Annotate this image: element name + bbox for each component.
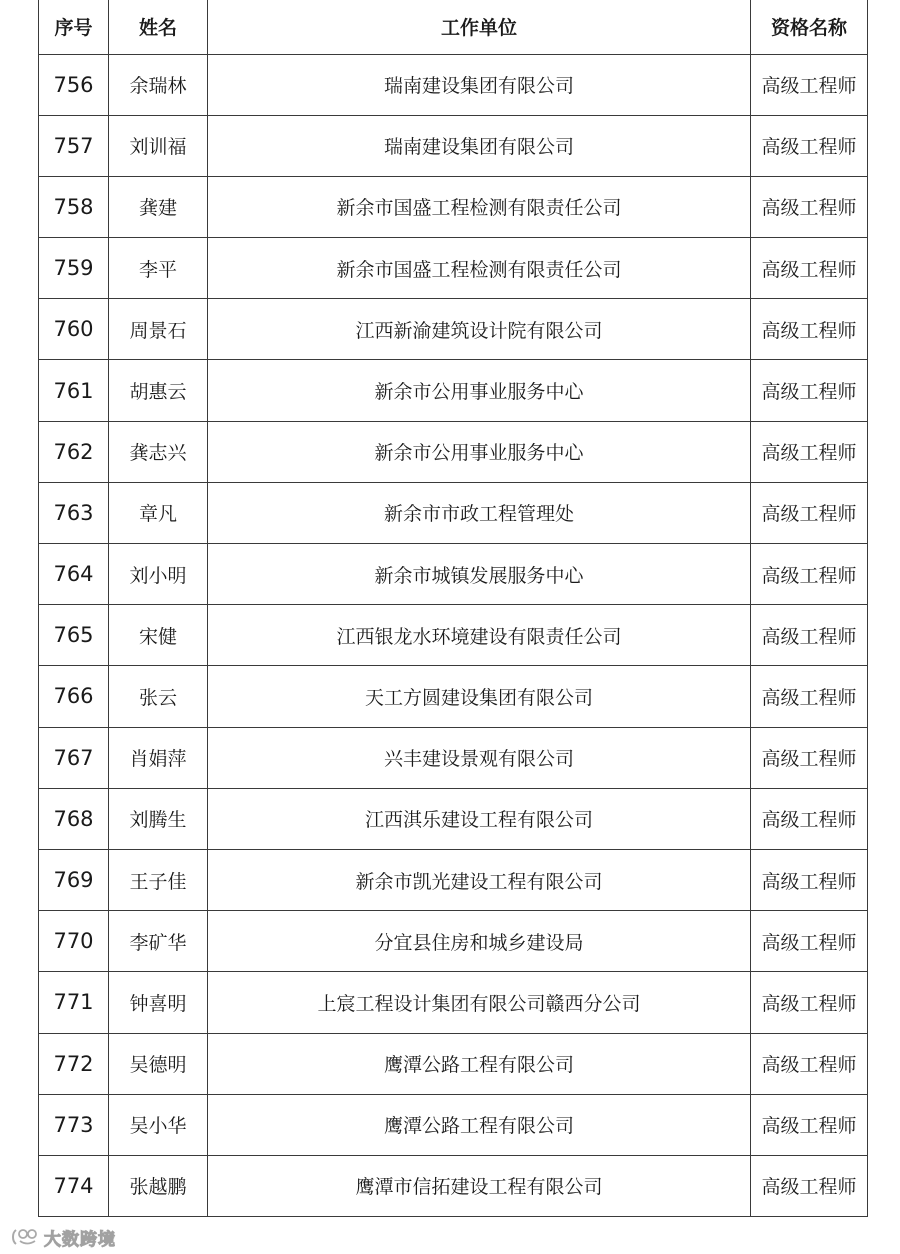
cell-no: 762: [39, 421, 109, 482]
cell-no: 757: [39, 115, 109, 176]
cell-no: 761: [39, 360, 109, 421]
header-name: 姓名: [109, 0, 208, 54]
cell-name: 张越鹏: [109, 1155, 208, 1216]
cell-name: 龚建: [109, 176, 208, 237]
cell-title: 高级工程师: [751, 1094, 868, 1155]
cell-title: 高级工程师: [751, 788, 868, 849]
table-row: [39, 849, 868, 910]
table-row: [39, 115, 868, 176]
cell-name: 吴小华: [109, 1094, 208, 1155]
cell-no: 760: [39, 299, 109, 360]
cell-no: 768: [39, 788, 109, 849]
cell-no: 771: [39, 972, 109, 1033]
cell-no: 759: [39, 238, 109, 299]
table-row: [39, 299, 868, 360]
cell-name: 周景石: [109, 299, 208, 360]
table-row: [39, 360, 868, 421]
cell-title: 高级工程师: [751, 54, 868, 115]
cell-no: 763: [39, 482, 109, 543]
table-row: [39, 788, 868, 849]
table-row: [39, 605, 868, 666]
cell-no: 766: [39, 666, 109, 727]
cell-unit: 鹰潭公路工程有限公司: [208, 1033, 751, 1094]
cell-unit: 鹰潭市信拓建设工程有限公司: [208, 1155, 751, 1216]
cell-unit: 新余市市政工程管理处: [208, 482, 751, 543]
cell-name: 肖娟萍: [109, 727, 208, 788]
cell-unit: 江西银龙水环境建设有限责任公司: [208, 605, 751, 666]
cell-no: 770: [39, 911, 109, 972]
cell-name: 胡惠云: [109, 360, 208, 421]
table-row: [39, 54, 868, 115]
table-row: [39, 1155, 868, 1216]
cell-name: 余瑞林: [109, 54, 208, 115]
cell-no: 772: [39, 1033, 109, 1094]
cell-title: 高级工程师: [751, 299, 868, 360]
table-row: [39, 482, 868, 543]
cell-title: 高级工程师: [751, 727, 868, 788]
cell-unit: 分宜县住房和城乡建设局: [208, 911, 751, 972]
cell-unit: 新余市国盛工程检测有限责任公司: [208, 238, 751, 299]
cell-name: 刘训福: [109, 115, 208, 176]
table-row: [39, 544, 868, 605]
table-row: [39, 421, 868, 482]
cell-no: 764: [39, 544, 109, 605]
cell-no: 767: [39, 727, 109, 788]
cell-unit: 上宸工程设计集团有限公司赣西分公司: [208, 972, 751, 1033]
cell-no: 773: [39, 1094, 109, 1155]
table-row: [39, 238, 868, 299]
cell-title: 高级工程师: [751, 482, 868, 543]
table-body: [39, 54, 868, 1217]
cell-name: 龚志兴: [109, 421, 208, 482]
cell-name: 刘腾生: [109, 788, 208, 849]
table-row: [39, 972, 868, 1033]
cell-unit: 新余市凯光建设工程有限公司: [208, 849, 751, 910]
cell-unit: 新余市公用事业服务中心: [208, 360, 751, 421]
cell-no: 774: [39, 1155, 109, 1216]
table-row: [39, 911, 868, 972]
cell-name: 李矿华: [109, 911, 208, 972]
cell-title: 高级工程师: [751, 544, 868, 605]
table-row: [39, 666, 868, 727]
cell-unit: 瑞南建设集团有限公司: [208, 115, 751, 176]
cell-title: 高级工程师: [751, 421, 868, 482]
cell-title: 高级工程师: [751, 360, 868, 421]
cell-title: 高级工程师: [751, 238, 868, 299]
cell-no: 758: [39, 176, 109, 237]
cell-unit: 瑞南建设集团有限公司: [208, 54, 751, 115]
cell-unit: 新余市公用事业服务中心: [208, 421, 751, 482]
cell-name: 王子佳: [109, 849, 208, 910]
cell-title: 高级工程师: [751, 1033, 868, 1094]
table-row: [39, 1094, 868, 1155]
cell-name: 刘小明: [109, 544, 208, 605]
qualification-table: [38, 0, 868, 1217]
cell-title: 高级工程师: [751, 972, 868, 1033]
cell-title: 高级工程师: [751, 666, 868, 727]
cell-title: 高级工程师: [751, 1155, 868, 1216]
cell-title: 高级工程师: [751, 605, 868, 666]
cell-unit: 兴丰建设景观有限公司: [208, 727, 751, 788]
brand-logo-icon: [10, 1227, 40, 1247]
table-row: [39, 727, 868, 788]
cell-name: 李平: [109, 238, 208, 299]
table-header: [39, 0, 868, 54]
cell-name: 吴德明: [109, 1033, 208, 1094]
header-title: 资格名称: [751, 0, 868, 54]
document-sheet: [38, 0, 867, 1217]
cell-no: 769: [39, 849, 109, 910]
cell-unit: 新余市国盛工程检测有限责任公司: [208, 176, 751, 237]
cell-unit: 江西淇乐建设工程有限公司: [208, 788, 751, 849]
cell-name: 张云: [109, 666, 208, 727]
cell-unit: 鹰潭公路工程有限公司: [208, 1094, 751, 1155]
cell-title: 高级工程师: [751, 911, 868, 972]
cell-title: 高级工程师: [751, 176, 868, 237]
header-row: [39, 0, 868, 54]
cell-name: 钟喜明: [109, 972, 208, 1033]
header-unit: 工作单位: [208, 0, 751, 54]
cell-title: 高级工程师: [751, 115, 868, 176]
watermark-text: 大数跨境: [44, 1229, 116, 1250]
cell-title: 高级工程师: [751, 849, 868, 910]
table-row: [39, 1033, 868, 1094]
cell-no: 756: [39, 54, 109, 115]
header-no: 序号: [39, 0, 109, 54]
cell-no: 765: [39, 605, 109, 666]
watermark: [10, 1226, 116, 1248]
cell-name: 章凡: [109, 482, 208, 543]
table-row: [39, 176, 868, 237]
cell-unit: 江西新渝建筑设计院有限公司: [208, 299, 751, 360]
cell-name: 宋健: [109, 605, 208, 666]
cell-unit: 新余市城镇发展服务中心: [208, 544, 751, 605]
cell-unit: 天工方圆建设集团有限公司: [208, 666, 751, 727]
